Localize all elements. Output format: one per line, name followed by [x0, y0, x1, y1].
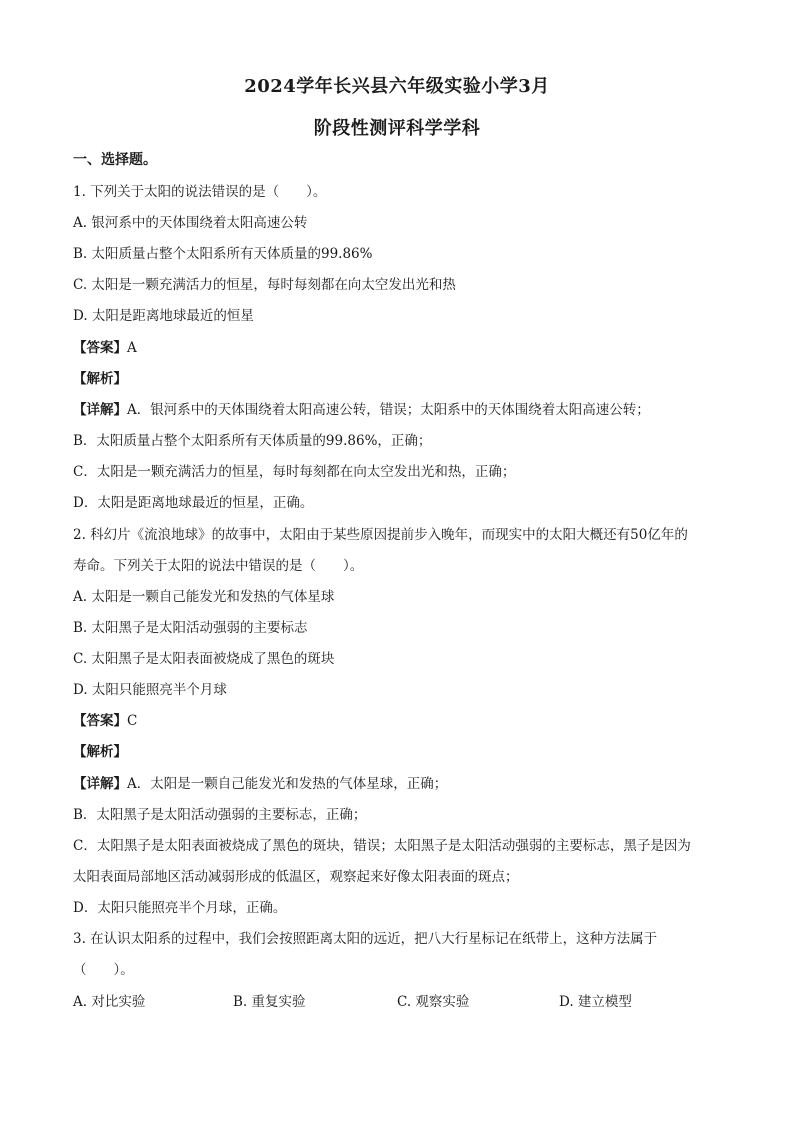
- q2-detail-line5: D．太阳只能照亮半个月球，正确。: [73, 900, 287, 916]
- q2-detail-line3: C．太阳黑子是太阳表面被烧成了黑色的斑块，错误；太阳黑子是太阳活动强弱的主要标志，黑子是因为: [73, 838, 691, 854]
- q3-option-b: B. 重复实验: [233, 994, 306, 1010]
- q1-detail-line1: [73, 400, 650, 420]
- q3-stem-line2: （ ）。: [73, 962, 134, 978]
- q1-detail-line3: C．太阳是一颗充满活力的恒星，每时每刻都在向太空发出光和热，正确；: [73, 464, 516, 480]
- q1-analysis-tag: 【解析】: [73, 371, 127, 387]
- q2-answer: C: [127, 713, 138, 729]
- document-title-line1: 2024学年长兴县六年级实验小学3月: [244, 76, 550, 97]
- q2-analysis-tag: 【解析】: [73, 744, 127, 760]
- q3-stem-line1: 3. 在认识太阳系的过程中，我们会按照距离太阳的远近，把八大行星标记在纸带上，这种方法属于: [73, 931, 658, 947]
- q2-option-a: A. 太阳是一颗自己能发光和发热的气体星球: [73, 589, 335, 605]
- q2-detail-line2: B．太阳黑子是太阳活动强弱的主要标志，正确；: [73, 807, 367, 823]
- q2-detail-text: A．太阳是一颗自己能发光和发热的气体星球，正确；: [127, 776, 448, 792]
- q1-answer: A: [127, 340, 137, 356]
- q2-stem-line1: 2. 科幻片《流浪地球》的故事中，太阳由于某些原因提前步入晚年，而现实中的太阳大概还有50亿年的: [73, 527, 688, 543]
- q1-detail-tag: 【详解】: [73, 402, 127, 418]
- q1-option-d: D. 太阳是距离地球最近的恒星: [73, 308, 254, 324]
- q2-answer-row: [73, 711, 137, 731]
- document-title-line2: 阶段性测评科学学科: [313, 118, 481, 139]
- q3-option-a: A. 对比实验: [73, 994, 146, 1010]
- section-heading: 一、选择题。: [73, 152, 157, 168]
- q1-answer-tag: 【答案】: [73, 340, 127, 356]
- q1-stem: 1. 下列关于太阳的说法错误的是（ ）。: [73, 184, 327, 200]
- q2-detail-line1: [73, 774, 447, 794]
- q2-detail-line4: 太阳表面局部地区活动减弱形成的低温区，观察起来好像太阳表面的斑点；: [73, 869, 519, 885]
- q1-detail-line4: D．太阳是距离地球最近的恒星，正确。: [73, 495, 314, 511]
- q2-option-b: B. 太阳黑子是太阳活动强弱的主要标志: [73, 620, 308, 636]
- q3-option-c: C. 观察实验: [397, 994, 470, 1010]
- q2-stem-line2: 寿命。下列关于太阳的说法中错误的是（ ）。: [73, 558, 364, 574]
- q1-answer-row: [73, 338, 137, 358]
- q3-option-d: D. 建立模型: [559, 994, 632, 1010]
- q1-detail-line2: B．太阳质量占整个太阳系所有天体质量的99.86%，正确；: [73, 433, 432, 449]
- q1-option-b: B. 太阳质量占整个太阳系所有天体质量的99.86%: [73, 246, 373, 262]
- q2-option-d: D. 太阳只能照亮半个月球: [73, 682, 227, 698]
- q2-detail-tag: 【详解】: [73, 776, 127, 792]
- q2-option-c: C. 太阳黑子是太阳表面被烧成了黑色的斑块: [73, 651, 335, 667]
- q1-detail-text: A．银河系中的天体围绕着太阳高速公转，错误；太阳系中的天体围绕着太阳高速公转；: [127, 402, 650, 418]
- q1-option-c: C. 太阳是一颗充满活力的恒星，每时每刻都在向太空发出光和热: [73, 277, 456, 293]
- q1-option-a: A. 银河系中的天体围绕着太阳高速公转: [73, 215, 308, 231]
- q2-answer-tag: 【答案】: [73, 713, 127, 729]
